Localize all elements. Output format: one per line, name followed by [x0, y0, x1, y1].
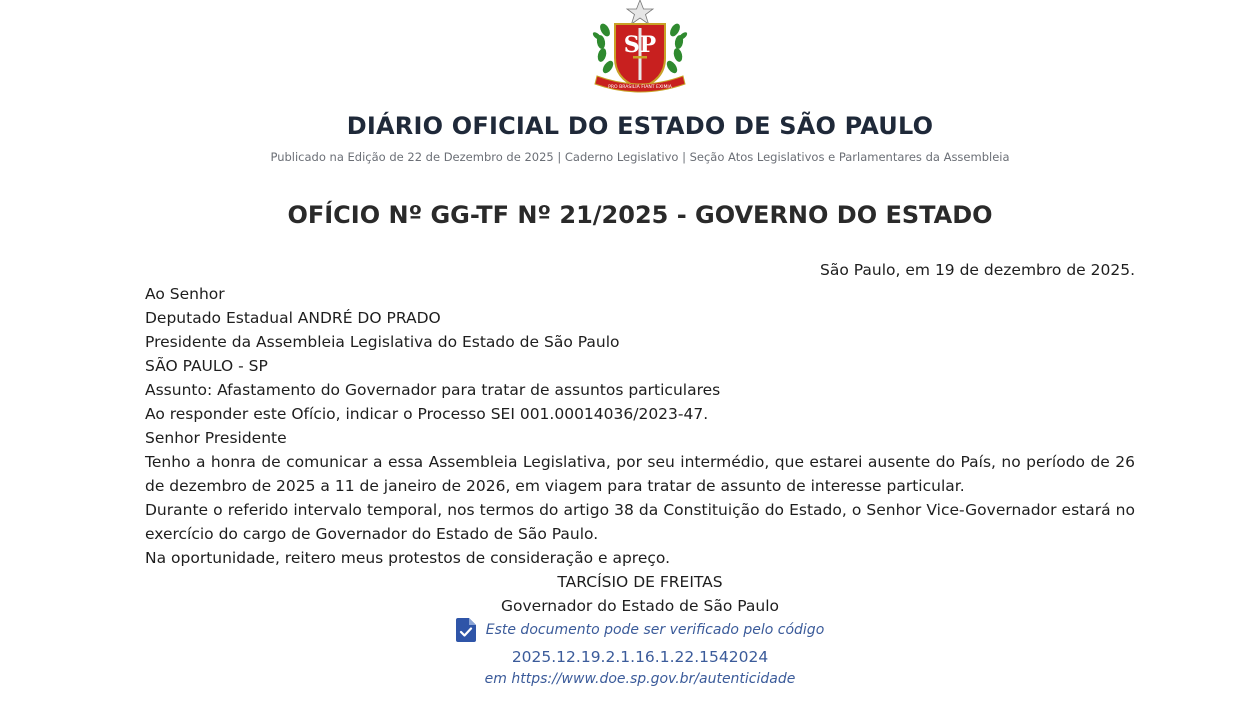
verification-url-prefix: em [484, 671, 507, 687]
body-paragraph: Tenho a honra de comunicar a essa Assembleia Legislativa, por seu intermédio, que estarei ausente do País, no período de 26 de dezembro de 2025 a 11 de janeiro de 2026, em viagem para tratar de assunto de interesse particular. [145, 453, 1135, 495]
emblem-sp-letters: SP [623, 32, 657, 58]
emblem-motto: PRO BRASILIA FIANT EXIMIA [608, 85, 672, 90]
newspaper-title: DIÁRIO OFICIAL DO ESTADO DE SÃO PAULO [346, 112, 934, 140]
sao-paulo-coat-of-arms-logo [591, 0, 689, 100]
document-title: OFÍCIO Nº GG-TF Nº 21/2025 - GOVERNO DO ESTADO [287, 201, 993, 229]
verification-url-row [0, 671, 1250, 687]
process-reference: Ao responder este Ofício, indicar o Processo SEI 001.00014036/2023-47. [145, 405, 709, 423]
star-icon [627, 0, 653, 24]
subject-line: Assunto: Afastamento do Governador para tratar de assuntos particulares [145, 381, 721, 399]
signer-role: Governador do Estado de São Paulo [500, 597, 779, 615]
verification-label: Este documento pode ser verificado pelo código [485, 622, 825, 638]
addressee-line: Deputado Estadual ANDRÉ DO PRADO [145, 309, 441, 327]
verification-notice [0, 618, 1250, 646]
addressee-line: SÃO PAULO - SP [145, 357, 268, 375]
verification-code: 2025.12.19.2.1.16.1.22.1542024 [511, 648, 769, 666]
addressee-line: Ao Senhor [145, 285, 225, 303]
closing-paragraph: Na oportunidade, reitero meus protestos de consideração e apreço. [145, 549, 671, 567]
body-paragraph: Durante o referido intervalo temporal, nos termos do artigo 38 da Constituição do Estado, o Senhor Vice-Governador estará no exercício do cargo de Governador do Estado de São Paulo. [145, 501, 1135, 543]
addressee-line: Presidente da Assembleia Legislativa do Estado de São Paulo [145, 333, 620, 351]
salutation: Senhor Presidente [145, 429, 287, 447]
document-body [145, 258, 1135, 618]
document-check-icon [456, 618, 476, 642]
verification-label-row [456, 618, 825, 642]
signer-name: TARCÍSIO DE FREITAS [557, 573, 723, 591]
place-date: São Paulo, em 19 de dezembro de 2025. [820, 261, 1135, 279]
publication-info: Publicado na Edição de 22 de Dezembro de 2025 | Caderno Legislativo | Seção Atos Legislativos e Parlamentares da Assembleia [270, 150, 1010, 164]
verification-url-link[interactable]: https://www.doe.sp.gov.br/autenticidade [511, 671, 796, 687]
